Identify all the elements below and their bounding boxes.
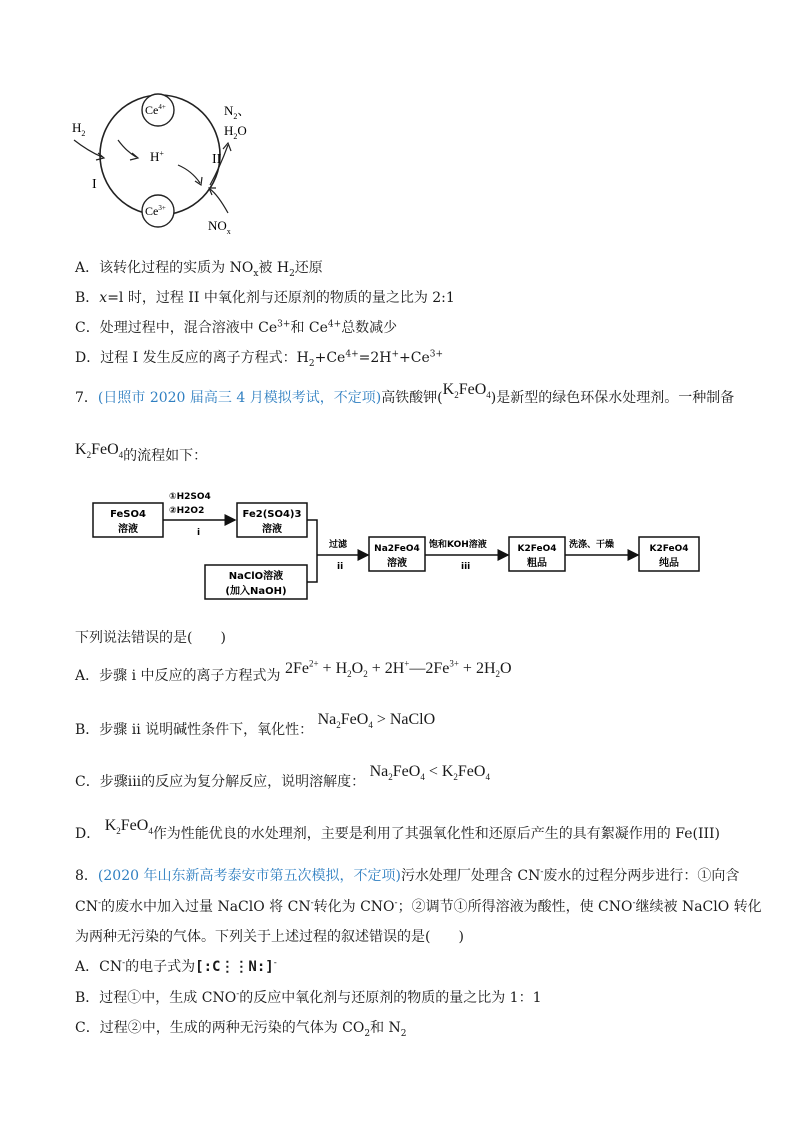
q6-option-c[interactable]: C．处理过程中，混合溶液中 $Ce^{3+}$和 $Ce^{4+}$总数减少 [75, 319, 398, 336]
cn-lewis-structure: [:C⋮⋮N:] [195, 959, 274, 975]
svg-text:Fe2(SO4)3: Fe2(SO4)3 [242, 509, 302, 520]
q7-stem: 7．(日照市 2020 届高三 4 月模拟考试，不定项)高铁酸钾$(K_2FeO_4)$是新型的绿色环保水处理剂。一种制备 [75, 381, 735, 406]
q8-option-a[interactable]: A．CN-的电子式为[:C⋮⋮N:]- [75, 958, 277, 975]
svg-text:粗品: 粗品 [527, 558, 547, 569]
nox-label: $NO_x$ [208, 218, 231, 236]
q7-option-d[interactable]: D． $K_2FeO_4$作为性能优良的水处理剂，主要是利用了其强氧化性和还原后产生的具有絮凝作用的 Fe(III) [75, 817, 721, 842]
q7-option-a[interactable]: A．步骤 i 中反应的离子方程式为 $2Fe^{2+} + H_2O_2$ + $2H^+—2Fe^{3+} + 2H_2O$ [75, 658, 512, 684]
ce3-label: $Ce^{3+}$ [145, 204, 166, 218]
q6-option-b[interactable]: B．x=l 时，过程 II 中氧化剂与还原剂的物质的量之比为 2:1 [75, 290, 455, 306]
q7-eq-d: $K_2FeO_4$ [104, 817, 153, 837]
q8-stem-line-2: CN-的废水中加入过量 NaClO 将 CN-转化为 CNO-；②调节①所得溶液为酸性，使 CNO-继续被 NaClO 转化 [75, 898, 762, 915]
q6-option-d[interactable]: D．过程 I 发生反应的离子方程式：$H_2+Ce^{4+}=2H^++Ce^{3+}$ [75, 349, 444, 369]
q7-option-b[interactable]: B．步骤 ii 说明碱性条件下，氧化性： $Na_2FeO_4$ > NaClO [75, 711, 436, 738]
q8-source: (2020 年山东新高考泰安市第五次模拟，不定项) [97, 868, 401, 884]
k2feo4-formula: $K_2FeO_4$ [442, 381, 491, 401]
reagent-h2so4: ①H2SO4 [169, 492, 211, 502]
q8-stem-line-3: 为两种无污染的气体。下列关于上述过程的叙述错误的是( ) [75, 929, 464, 945]
q7-question: 下列说法错误的是( ) [75, 630, 226, 646]
svg-text:i: i [197, 528, 201, 538]
h2o-label: $H_2O$ [224, 123, 247, 141]
q7-eq-b: $Na_2FeO_4$ > NaClO [317, 711, 436, 731]
h2-label: $H_2$ [72, 120, 86, 138]
svg-text:iii: iii [461, 562, 471, 572]
svg-text:K2FeO4: K2FeO4 [649, 544, 689, 554]
q8-option-c[interactable]: C．过程②中，生成的两种无污染的气体为 $CO_2$和 $N_2$ [75, 1020, 407, 1039]
svg-text:NaClO溶液: NaClO溶液 [228, 571, 284, 582]
h-plus-label: H+ [150, 149, 164, 164]
k2feo4-flowchart [85, 485, 725, 605]
h2-arrow [74, 140, 102, 157]
nox-arrow [210, 189, 228, 213]
ce4-label: $Ce^{4+}$ [145, 103, 166, 117]
step-i-label: I [92, 177, 97, 192]
svg-text:溶液: 溶液 [387, 558, 407, 569]
inner-arrow-right [178, 165, 200, 183]
svg-text:洗涤、干燥: 洗涤、干燥 [569, 540, 615, 550]
svg-text:K2FeO4: K2FeO4 [517, 544, 557, 554]
svg-text:纯品: 纯品 [659, 558, 679, 569]
q7-eq-a: $2Fe^{2+} + H_2O_2$ + $2H^+—2Fe^{3+} + 2H_2O$ [284, 658, 512, 680]
svg-text:饱和KOH溶液: 饱和KOH溶液 [429, 540, 487, 550]
svg-text:过滤: 过滤 [329, 540, 348, 550]
reagent-h2o2: ②H2O2 [169, 506, 205, 516]
q8-option-b[interactable]: B．过程①中，生成 CNO-的反应中氧化剂与还原剂的物质的量之比为 1：1 [75, 989, 542, 1006]
svg-text:FeSO4: FeSO4 [110, 509, 146, 520]
step-ii-label: II [212, 152, 222, 167]
q7-option-c[interactable]: C．步骤iii的反应为复分解反应，说明溶解度： $Na_2FeO_4 < K_2FeO_4$ [75, 763, 490, 790]
svg-text:(加入NaOH): (加入NaOH) [225, 586, 287, 597]
svg-text:Na2FeO4: Na2FeO4 [374, 544, 420, 554]
ce-cycle-diagram [60, 85, 290, 255]
svg-text:ii: ii [337, 562, 344, 572]
n2-label: $N_2$、 [224, 103, 251, 121]
svg-text:溶液: 溶液 [118, 524, 138, 535]
svg-text:溶液: 溶液 [262, 524, 282, 535]
q7-eq-c: $Na_2FeO_4 < K_2FeO_4$ [369, 763, 490, 783]
q8-stem-line-1: 8．(2020 年山东新高考泰安市第五次模拟，不定项)污水处理厂处理含 CN-废水的过程分两步进行：①向含 [75, 867, 740, 884]
q7-stem-2: $K_2FeO_4$的流程如下： [75, 441, 208, 464]
merge-lines [307, 520, 317, 582]
q6-option-a[interactable]: A．该转化过程的实质为 $NO_x$被 $H_2$还原 [75, 260, 323, 279]
q7-source: (日照市 2020 届高三 4 月模拟考试，不定项) [97, 390, 382, 406]
